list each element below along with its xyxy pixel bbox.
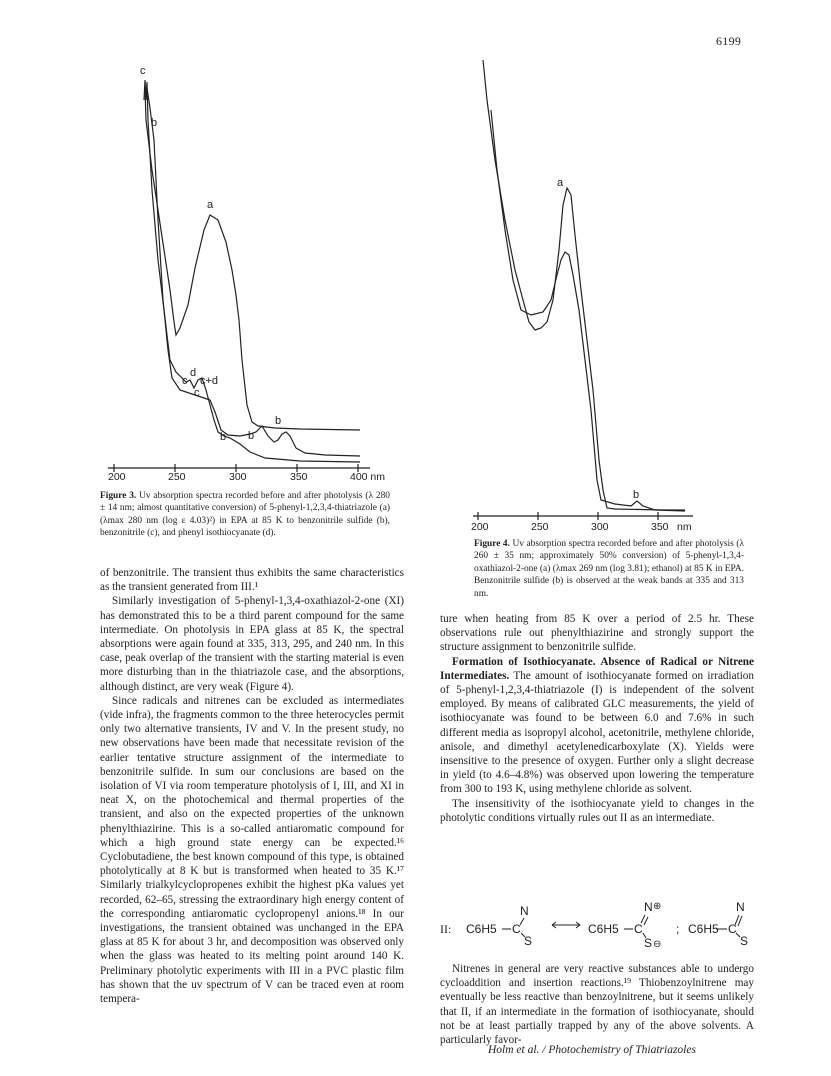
formula-group: C6H5 bbox=[466, 922, 497, 936]
fig3-curve-label: b bbox=[220, 431, 227, 443]
formula-atom: N bbox=[520, 904, 529, 918]
fig3-curve-a bbox=[145, 88, 360, 430]
figure-4-spectrum bbox=[465, 60, 705, 533]
paragraph: Since radicals and nitrenes can be excluded as intermediates (vide infra), the fragments common to the three heterocycles permit only two alternative transients, IV and V. In the present study, no new observations have been made that necessitate revision of the earlier tentative structure assignment of the intermediate to benzonitrile sulfide. In sum our conclusions are based on the isolation of VI via room temperature photolysis of I, III, and XI in neat X, on the photochemical and thermal properties of the transient, and also on the expected properties of the unknown phenylthiazirine. This is a so-called antiaromatic compound for which a high ground state energy can be expected.¹⁶ Cyclobutadiene, the best known compound of this type, is obtained photolytically at 8 K but is transformed when heated to 35 K.¹⁷ Similarly trialkylcyclopropenes exhibit the highest pKa values yet recorded, 62–65, stressing the extraordinary high energy content of the corresponding antiaromatic cyclopropenyl anions.¹⁸ In our investigations, the transient obtained was unchanged in the EPA glass at 85 K for about 3 hr, and decomposition was observed only when the glass was heated to its melting point around 140 K. Preliminary photolytic experiments with III in a PVC plastic film has shown that the uv spectrum of V can be traced even at room tempera- bbox=[100, 694, 404, 1006]
paragraph: Nitrenes in general are very reactive substances able to undergo cycloaddition and insertion reactions.¹⁹ Thiobenzoylnitrene may eventually be less reactive than benzoylnitrene, but it seems unlikely that II, if an intermediate in the formation of isothiocyanate, should not be at least partially trapped by any of the above solvents. A particularly favor- bbox=[440, 963, 754, 1047]
fig3-curve-label: c bbox=[194, 387, 200, 399]
fig4-tick-label: 200 bbox=[471, 521, 489, 533]
formula-charge: ⊖ bbox=[653, 939, 662, 950]
formula-group: C6H5 bbox=[688, 922, 719, 936]
formula-atom: C bbox=[728, 922, 737, 936]
caption-label: Figure 4. bbox=[474, 539, 510, 549]
right-column-text bbox=[440, 612, 754, 825]
fig4-curve-label: a bbox=[557, 177, 564, 189]
paragraph: ture when heating from 85 K over a period of 2.5 hr. These observations rule out phenylthiazirine and strongly support the structure assignment to benzonitrile sulfide. bbox=[440, 613, 754, 654]
formula-atom: C bbox=[634, 922, 643, 936]
running-footer: Holm et al. / Photochemistry of Thiatriazoles bbox=[488, 1044, 696, 1056]
fig4-tick-label: 250 bbox=[531, 521, 549, 533]
fig3-tick-label: 350 bbox=[290, 471, 308, 483]
paragraph: Similarly investigation of 5-phenyl-1,3,4-oxathiazol-2-one (XI) has demonstrated this to be a third parent compound for the same intermediate. On photolysis in EPA glass at 85 K, the spectral absorptions were again found at 335, 313, 295, and 240 nm. In this case, peak overlap of the transient with the starting material is even more disturbing than in the thiatriazole case, and the absorptions, although distinct, are very weak (Figure 4). bbox=[100, 595, 404, 693]
left-column-text bbox=[100, 566, 404, 1006]
paragraph: The insensitivity of the isothiocyanate yield to changes in the photolytic conditions virtually rules out II as an intermediate. bbox=[440, 797, 754, 824]
section-heading: Formation of Isothiocyanate. Absence of Radical or Nitrene Intermediates. bbox=[440, 655, 754, 682]
figure-3-caption bbox=[100, 490, 390, 540]
fig4-curve-label: b bbox=[633, 489, 640, 501]
fig4-tick-label: 350 bbox=[651, 521, 669, 533]
formula-atom: S bbox=[644, 936, 653, 950]
fig3-tick-label: 200 bbox=[108, 471, 126, 483]
fig4-curve-a bbox=[483, 60, 685, 510]
fig4-tick-label: nm bbox=[677, 521, 692, 533]
fig4-curve-b bbox=[491, 110, 685, 511]
formula-atom: N bbox=[644, 900, 653, 914]
formula-charge: ⊕ bbox=[653, 901, 662, 912]
fig3-tick-label: 300 bbox=[229, 471, 247, 483]
page-number: 6199 bbox=[716, 34, 742, 48]
formula-resonance bbox=[440, 895, 750, 955]
formula-atom: C bbox=[512, 922, 521, 936]
paragraph: of benzonitrile. The transient thus exhibits the same characteristics as the transient generated from III.¹ bbox=[100, 567, 404, 594]
formula-label: II: bbox=[440, 922, 452, 936]
figure-3-spectrum bbox=[100, 60, 390, 483]
caption-text: Uv absorption spectra recorded before and after photolysis (λ 260 ± 35 nm; approximately 50% conversion) of 5-phenyl-1,3,4-oxathiazol-2-one (a) (λmax 269 nm (log 3.81); ethanol) at 85 K in EPA. Benzonitrile sulfide (b) is observed at the weak bands at 335 and 313 nm. bbox=[474, 539, 744, 599]
paragraph-with-heading bbox=[440, 655, 754, 797]
caption-text: Uv absorption spectra recorded before and after photolysis (λ 280 ± 14 nm; almost quantitative conversion) of 5-phenyl-1,2,3,4-thiatriazole (a) (λmax 280 nm (log ε 4.03)²) in EPA at 85 K to benzonitrile sulfide (b), benzonitrile (c), and phenyl isothiocyanate (d). bbox=[100, 491, 390, 539]
figure-4-caption bbox=[474, 538, 744, 600]
fig3-curve-label: d bbox=[190, 367, 197, 379]
fig3-curve-label: c bbox=[182, 375, 188, 387]
fig3-curve-label: c bbox=[140, 65, 146, 77]
caption-label: Figure 3. bbox=[100, 491, 137, 501]
formula-separator: ; bbox=[676, 922, 680, 936]
fig3-curve-c bbox=[144, 80, 360, 462]
paragraph-body: The amount of isothiocyanate formed on irradiation of 5-phenyl-1,2,3,4-thiatriazole (I) is independent of the solvent employed. By means of calibrated GLC measurements, the yield of isothiocyanate was found to be between 6.0 and 7.6% in such different media as isopropyl alcohol, acetonitrile, methylene chloride, anisole, and dimethyl acetylenedicarboxylate (X). Yields were insensitive to the presence of oxygen. Further only a slight decrease in yield (to 4.6–4.8%) was observed upon lowering the temperature from 300 to 193 K, using methylene chloride as solvent. bbox=[440, 669, 754, 796]
fig3-curve-b bbox=[147, 88, 360, 456]
fig3-curve-label: c+d bbox=[200, 375, 219, 387]
formula-atom: N bbox=[736, 900, 745, 914]
fig3-tick-label: 250 bbox=[168, 471, 186, 483]
fig3-curve-label: b bbox=[248, 430, 255, 442]
right-column-text-continued bbox=[440, 962, 754, 1047]
fig3-curve-label: b bbox=[275, 415, 282, 427]
fig4-tick-label: 300 bbox=[591, 521, 609, 533]
formula-group: C6H5 bbox=[588, 922, 619, 936]
formula-atom: S bbox=[740, 934, 749, 948]
fig3-curve-label: a bbox=[207, 199, 214, 211]
formula-atom: S bbox=[524, 934, 533, 948]
fig3-curve-label: b bbox=[151, 117, 158, 129]
fig3-tick-label: 400 nm bbox=[350, 471, 386, 483]
